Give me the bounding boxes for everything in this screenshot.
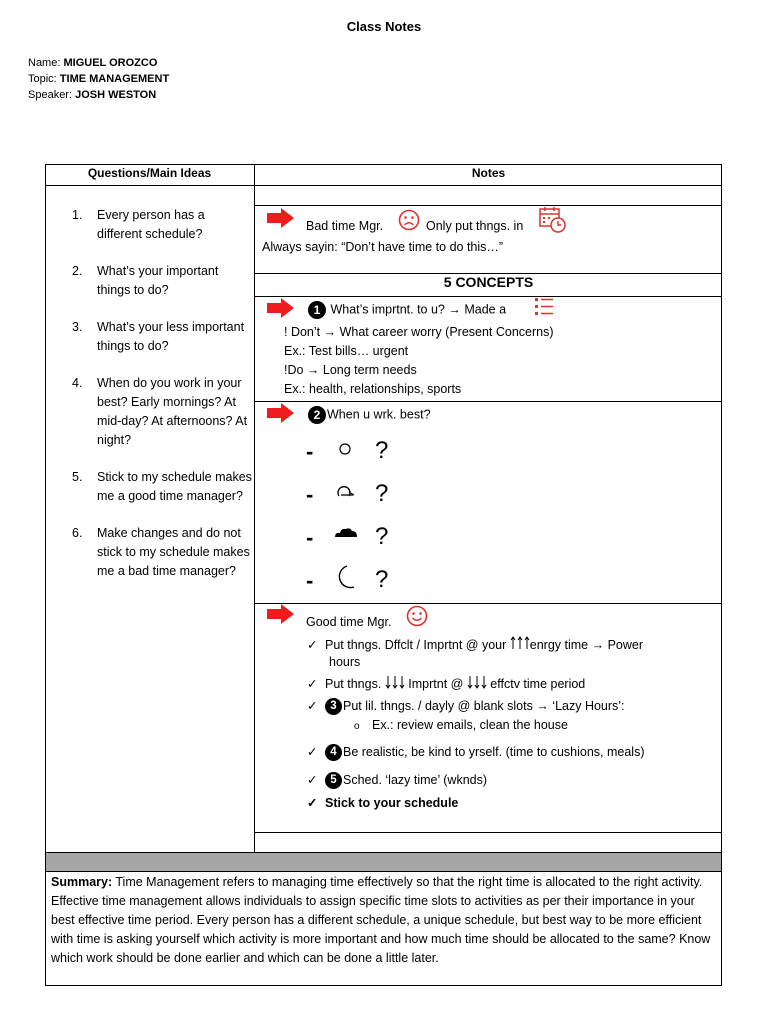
smiley-face-icon [406, 605, 428, 627]
dash: - [306, 482, 314, 507]
concept-2-line: 2 When u wrk. best? [308, 406, 431, 424]
bad-manager-text: Bad time Mgr. [306, 219, 384, 233]
list-icon [533, 296, 555, 318]
dont-line: ! Don’t → What career worry (Present Concerns) [284, 325, 554, 339]
speaker-value: JOSH WESTON [75, 89, 157, 101]
name-line [28, 57, 157, 69]
up-arrows-icon [510, 636, 530, 650]
dash: - [306, 525, 314, 550]
notes-header: Notes [471, 166, 506, 180]
check-item: ✓ 4 Be realistic, be kind to yrself. (time to cushions, meals) [307, 744, 645, 761]
list-item: 6. Make changes and do not stick to my schedule makes me a bad time manager? [72, 526, 250, 578]
name-label: Name: [28, 57, 64, 69]
speaker-label: Speaker: [28, 89, 76, 101]
always-saying-text: Always sayin: “Don’t have time to do this…” [262, 240, 504, 254]
calendar-clock-icon [539, 206, 567, 234]
list-item: 4. When do you work in your best? Early mornings? At mid-day? At afternoons? At night? [72, 376, 248, 447]
question-mark: ? [375, 566, 389, 593]
example-line: Ex.: Test bills… urgent [284, 344, 409, 358]
divider [254, 401, 722, 402]
check-icon: ✓ [307, 745, 318, 759]
summary [51, 873, 719, 968]
red-arrow-icon [267, 208, 295, 228]
check-icon: ✓ [307, 638, 318, 652]
red-arrow-icon [267, 298, 295, 318]
concept-1-number: 1 [308, 301, 326, 319]
check-item: ✓ Stick to your schedule [307, 796, 459, 810]
down-arrows-icon [385, 675, 405, 689]
list-item: 3. What’s your less important things to do? [72, 320, 245, 353]
only-put-text: Only put thngs. in [426, 219, 524, 233]
check-icon: ✓ [307, 677, 318, 691]
questions-list [72, 206, 252, 599]
check-item: ✓ Put thngs. Imprtnt @ effctv time period [307, 677, 586, 691]
concept-2-number: 2 [308, 406, 326, 424]
check-icon: ✓ [307, 796, 318, 810]
divider [254, 205, 722, 206]
topic-value: TIME MANAGEMENT [59, 73, 170, 85]
check-icon: ✓ [307, 773, 318, 787]
concepts-heading: 5 CONCEPTS [443, 274, 534, 290]
list-item: 2. What’s your important things to do? [72, 264, 219, 297]
divider [254, 296, 722, 297]
check-item: ✓ 5 Sched. ‘lazy time’ (wknds) [307, 772, 487, 789]
concept-3-number: 3 [325, 698, 342, 715]
concept-1-line: 1 What’s imprtnt. to u? → Made a [308, 301, 506, 319]
divider [254, 832, 722, 833]
red-arrow-icon [267, 604, 295, 624]
down-arrows-icon [467, 675, 487, 689]
list-item: 5. Stick to my schedule makes me a good time manager? [72, 470, 252, 503]
check-item: ✓ Put thngs. Dffclt / Imprtnt @ your enrgy time → Power [307, 638, 643, 652]
red-arrow-icon [267, 403, 295, 423]
check-item-cont: hours [329, 655, 361, 669]
example-line: Ex.: health, relationships, sports [284, 382, 462, 396]
sad-face-icon [398, 209, 420, 231]
name-value: MIGUEL OROZCO [63, 57, 158, 69]
speaker-line [28, 89, 156, 101]
dash: - [306, 439, 314, 464]
question-mark: ? [375, 480, 389, 507]
question-mark: ? [375, 437, 389, 464]
summary-text: Time Management refers to managing time effectively so that the right time is allocated to the right activity. Effective time management allows individuals to assign specific time slots to activities as per their importance in your best effective time period. Every person has a different schedule, a unique schedule, but best way to be more efficient with time is asking yourself which activity is more important and how much time should be allocated to the same? Know which work should be done earlier and which can be done a little later. [51, 875, 711, 965]
column-divider [254, 164, 255, 853]
summary-header-bar [46, 853, 721, 871]
summary-divider [45, 871, 722, 872]
divider [254, 603, 722, 604]
sub-item: o Ex.: review emails, clean the house [354, 718, 568, 732]
topic-line [28, 73, 169, 85]
moon-icon [331, 563, 357, 593]
rising-sun-icon [335, 484, 357, 502]
bullet-icon: o [354, 721, 360, 732]
doc-title: Class Notes [346, 19, 422, 34]
question-mark: ? [375, 523, 389, 550]
topic-label: Topic: [28, 73, 60, 85]
cloud-icon [333, 526, 359, 540]
header-divider [45, 185, 722, 186]
good-manager-text: Good time Mgr. [306, 615, 392, 629]
concept-5-number: 5 [325, 772, 342, 789]
do-line: !Do → Long term needs [284, 363, 417, 377]
check-item: ✓ 3 Put lil. thngs. / dayly @ blank slots → ‘Lazy Hours’: [307, 698, 625, 715]
summary-label: Summary: [51, 875, 113, 889]
check-icon: ✓ [307, 699, 318, 713]
dash: - [306, 568, 314, 593]
questions-header: Questions/Main Ideas [87, 166, 212, 180]
sun-icon [337, 441, 353, 457]
concept-4-number: 4 [325, 744, 342, 761]
list-item: 1. Every person has a different schedule? [72, 208, 205, 241]
